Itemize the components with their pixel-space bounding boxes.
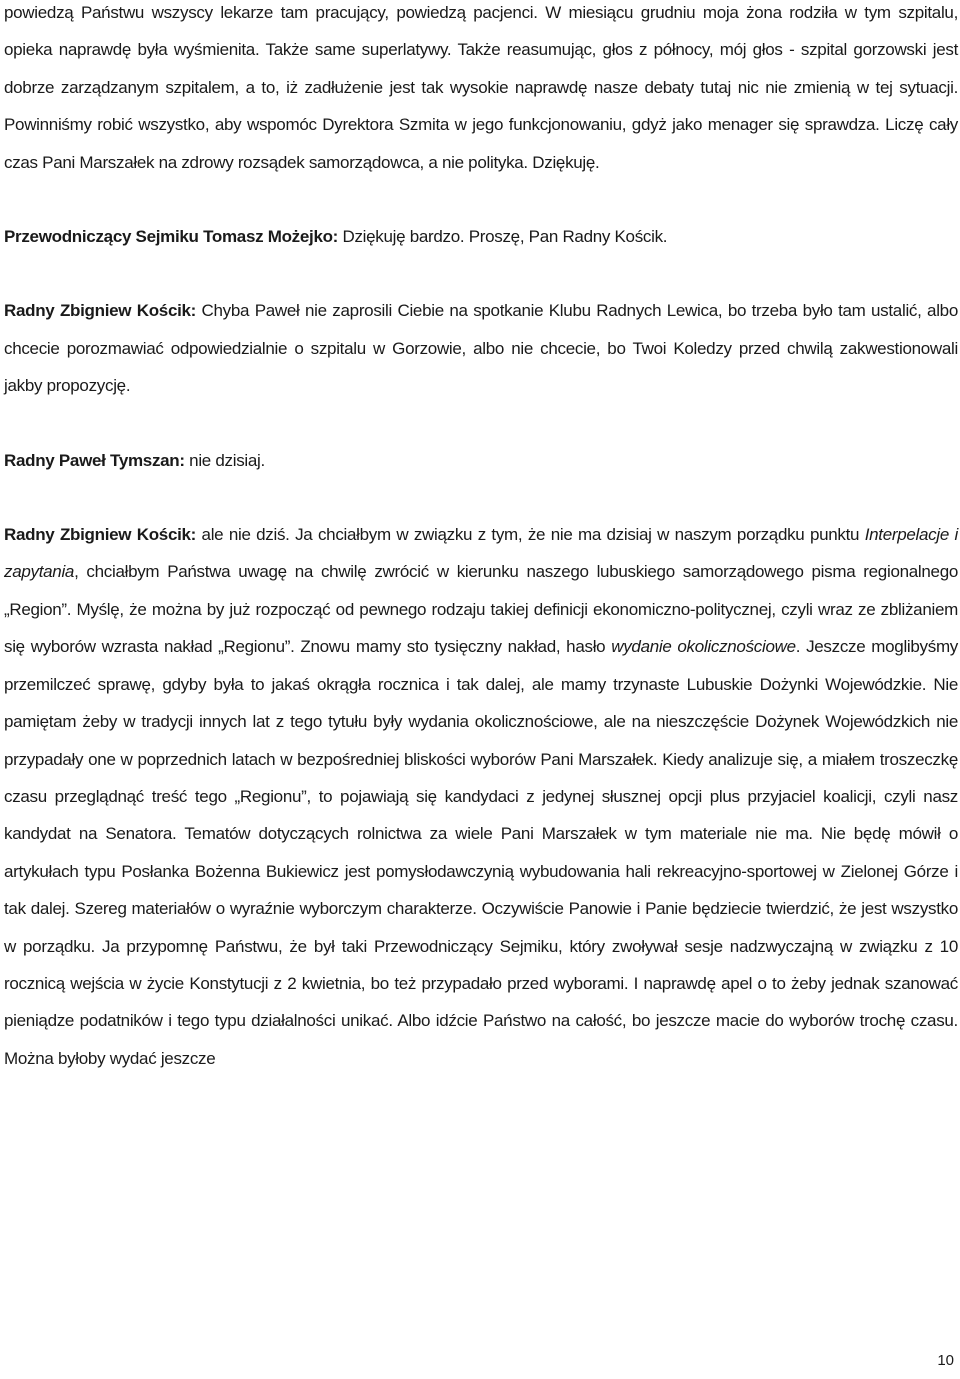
page-number: 10 <box>937 1352 954 1369</box>
document-page <box>4 0 958 1077</box>
paragraph-tymszan <box>4 442 958 479</box>
speaker-label: Radny Zbigniew Kościk: <box>4 301 197 321</box>
paragraph-gap <box>4 479 958 516</box>
paragraph-text: ale nie dziś. Ja chciałbym w związku z tym, że nie ma dzisiaj w naszym porządku punktu <box>196 525 865 545</box>
paragraph-text: , chciałbym Państwa uwagę na chwilę zwrócić w kierunku naszego lubuskiego samorządowego pisma regionalnego „Region”. Myślę, że można by już rozpocząć od pewnego rodzaju takiej definicji ekonomiczno-politycznej, czyli wraz ze zbliżaniem się wyborów wzrasta nakład „Regionu”. Znowu mamy sto tysięczny nakład, hasło <box>4 562 958 657</box>
paragraph-continuation <box>4 0 958 181</box>
paragraph-gap <box>4 405 958 442</box>
speaker-label: Przewodniczący Sejmiku Tomasz Możejko: <box>4 227 339 247</box>
italic-phrase: Interpelacje i zapytania <box>4 525 958 582</box>
paragraph-text: Chyba Paweł nie zaprosili Ciebie na spotkanie Klubu Radnych Lewica, bo trzeba było tam ustalić, albo chcecie porozmawiać odpowiedzialnie o szpitalu w Gorzowie, albo nie chcecie, bo Twoi Koledzy przed chwilą zakwestionowali jakby propozycję. <box>4 301 958 396</box>
speaker-label: Radny Zbigniew Kościk: <box>4 525 197 545</box>
paragraph-koscik-1 <box>4 292 958 404</box>
paragraph-gap <box>4 255 958 292</box>
paragraph-text: nie dzisiaj. <box>184 450 265 470</box>
paragraph-koscik-2 <box>4 516 958 1077</box>
paragraph-text: powiedzą Państwu wszyscy lekarze tam pracujący, powiedzą pacjenci. W miesiącu grudniu moja żona rodziła w tym szpitalu, opieka naprawdę była wyśmienita. Także same superlatywy. Także reasumując, głos z północy, mój głos - szpital gorzowski jest dobrze zarządzanym szpitalem, a to, iż zadłużenie jest tak wysokie naprawdę nasze debaty tutaj nic nie zmienią w tej sytuacji. Powinniśmy robić wszystko, aby wspomóc Dyrektora Szmita w jego funkcjonowaniu, gdyż jako menager się sprawdza. Liczę cały czas Pani Marszałek na zdrowy rozsądek samorządowca, a nie polityka. Dziękuję. <box>4 3 958 172</box>
paragraph-text: Dziękuję bardzo. Proszę, Pan Radny Kościk. <box>338 227 668 247</box>
paragraph-gap <box>4 181 958 218</box>
paragraph-text: . Jeszcze moglibyśmy przemilczeć sprawę, gdyby była to jakaś okrągła rocznica i tak dalej, ale mamy trzynaste Lubuskie Dożynki Wojewódzkie. Nie pamiętam żeby w tradycji innych lat z tego tytułu były wydania okolicznościowe, ale na nieszczęście Dożynek Wojewódzkich nie przypadały one w poprzednich latach w bezpośredniej bliskości wyborów Pani Marszałek. Kiedy analizuje się, a miałem troszeczkę czasu przeglądnąć treść tego „Regionu”, to pojawiają się kandydaci z jedynej słusznej opcji plus przyjaciel koalicji, czyli nasz kandydat na Senatora. Tematów dotyczących rolnictwa za wiele Pani Marszałek w tym materiale nie ma. Nie będę mówił o artykułach typu Posłanka Bożenna Bukiewicz jest pomysłodawczynią wybudowania hali rekreacyjno-sportowej w Zielonej Górze i tak dalej. Szereg materiałów o wyraźnie wyborczym charakterze. Oczywiście Panowie i Panie będziecie twierdzić, że jest wszystko w porządku. Ja przypomnę Państwu, że był taki Przewodniczący Sejmiku, który zwoływał sesje nadzwyczajną w związku z 10 rocznicą wejścia w życie Konstytucji z 2 kwietnia, bo też przypadało przed wyborami. I naprawdę apel o to żeby jednak szanować pieniądze podatników i tego typu działalności unikać. Albo idźcie Państwo na całość, bo jeszcze macie do wyborów trochę czasu. Można byłoby wydać jeszcze <box>4 637 959 1068</box>
speaker-label: Radny Paweł Tymszan: <box>4 450 185 470</box>
italic-phrase: wydanie okolicznościowe <box>611 637 796 657</box>
paragraph-chairman <box>4 218 958 255</box>
